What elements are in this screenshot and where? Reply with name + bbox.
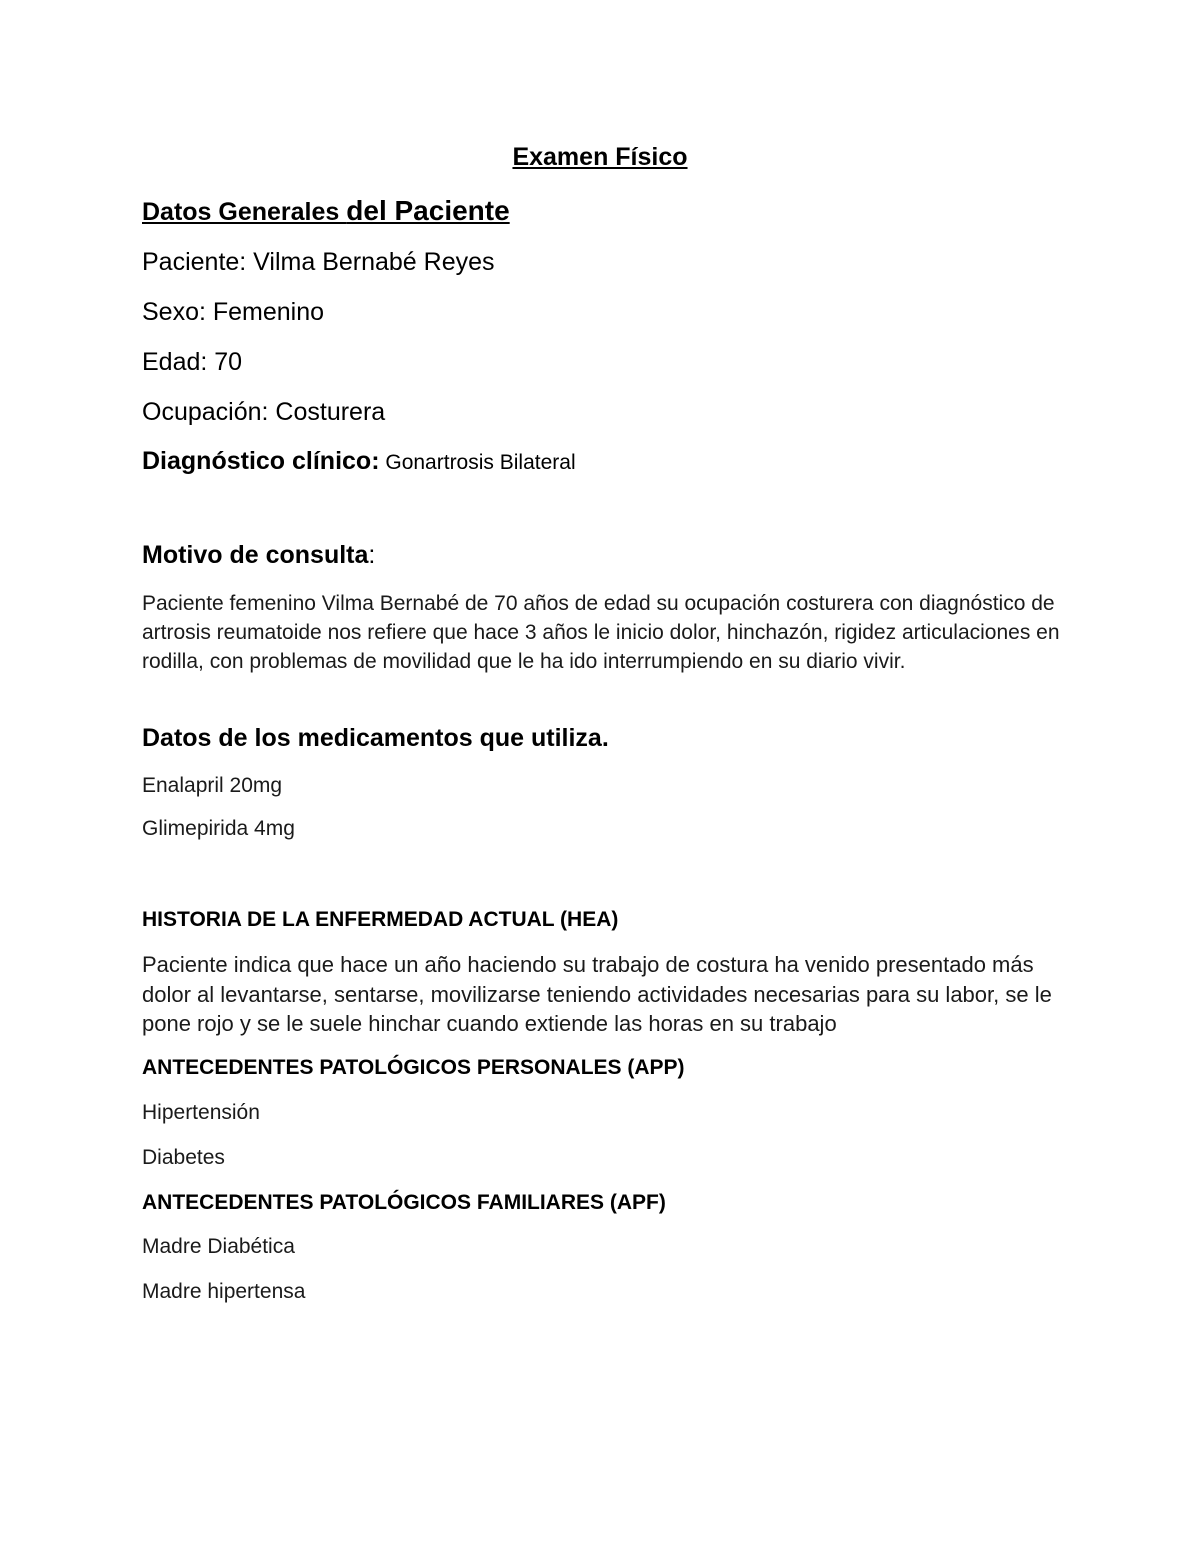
apf-item: Madre Diabética <box>142 1235 295 1258</box>
diagnosis-label: Diagnóstico clínico: <box>142 447 380 475</box>
page-title: Examen Físico <box>512 143 688 171</box>
patient-name: Paciente: Vilma Bernabé Reyes <box>142 248 495 276</box>
medicamento-item: Glimepirida 4mg <box>142 817 295 840</box>
patient-sex: Sexo: Femenino <box>142 298 325 326</box>
general-heading-part2: del Paciente <box>346 195 510 226</box>
general-heading-part1: Datos Generales <box>142 198 347 226</box>
medicamentos-heading: Datos de los medicamentos que utiliza. <box>142 724 609 752</box>
hea-paragraph: Paciente indica que hace un año haciendo su trabajo de costura ha venido presentado más dolor al levantarse, sentarse, movilizarse teniendo actividades necesarias para su labor, se le pone rojo y se le suele hinchar cuando extiende las horas en su trabajo <box>142 952 1052 1036</box>
diagnosis-value: Gonartrosis Bilateral <box>379 451 576 474</box>
medicamento-item: Enalapril 20mg <box>142 774 283 797</box>
apf-item: Madre hipertensa <box>142 1280 306 1303</box>
patient-age: Edad: 70 <box>142 348 243 376</box>
diagnosis-line <box>142 449 576 474</box>
consulta-paragraph: Paciente femenino Vilma Bernabé de 70 años de edad su ocupación costurera con diagnóstico de artrosis reumatoide nos refiere que hace 3 años le inicio dolor, hinchazón, rigidez articulaciones en rodilla, con problemas de movilidad que le ha ido interrumpiendo en su diario vivir. <box>142 592 1060 673</box>
consulta-heading-colon: : <box>368 541 376 569</box>
general-data-heading <box>142 197 510 225</box>
app-heading: ANTECEDENTES PATOLÓGICOS PERSONALES (APP) <box>142 1056 685 1079</box>
consulta-heading-text: Motivo de consulta <box>142 541 369 569</box>
consulta-heading <box>142 543 375 568</box>
app-item: Diabetes <box>142 1146 225 1169</box>
apf-heading: ANTECEDENTES PATOLÓGICOS FAMILIARES (APF) <box>142 1191 666 1214</box>
patient-occupation: Ocupación: Costurera <box>142 398 386 426</box>
hea-heading: HISTORIA DE LA ENFERMEDAD ACTUAL (HEA) <box>142 908 619 931</box>
app-item: Hipertensión <box>142 1101 260 1124</box>
